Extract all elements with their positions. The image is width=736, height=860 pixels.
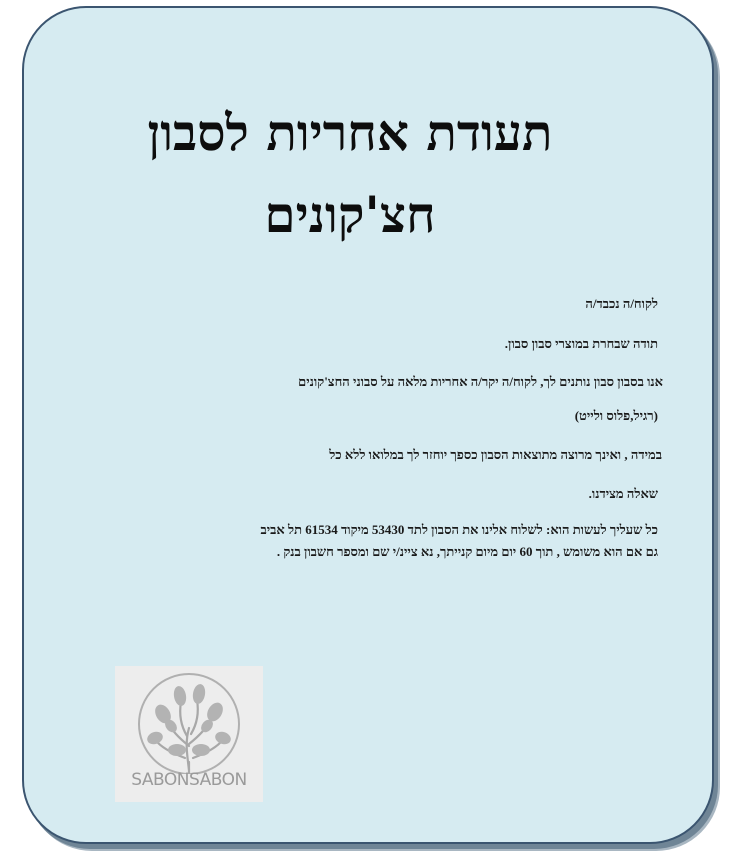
logo-wordmark: SABONSABON xyxy=(131,770,247,790)
page-title xyxy=(60,92,640,256)
thanks-line: תודה שבחרת במוצרי סבון סבון. xyxy=(504,336,658,351)
warranty-line-2: (רגיל,פלוס ולייט) xyxy=(574,408,658,423)
refund-line-1: במידה , ואינך מרוצה מתוצאות הסבון כספך יוחזר לך במלואו ללא כל xyxy=(329,447,662,462)
brand-logo xyxy=(115,666,263,802)
warranty-line-1: אנו בסבון סבון נותנים לך, לקוח/ה יקר/ה אחריות מלאה על סבוני החצ'קונים xyxy=(298,374,663,389)
title-line-2: חצ'קונים xyxy=(264,185,436,244)
sprouts-circle-logo-icon xyxy=(115,666,263,774)
instructions-line-2: גם אם הוא משומש , תוך 60 יום מיום קנייתך, נא ציינ/י שם ומספר חשבון בנק . xyxy=(276,544,658,559)
greeting: לקוח/ה נכבד/ה xyxy=(585,296,658,311)
refund-line-2: שאלה מצידנו. xyxy=(588,486,658,501)
instructions-line-1: כל שעליך לעשות הוא: לשלוח אלינו את הסבון לתד 53430 מיקוד 61534 תל אביב xyxy=(260,522,658,537)
title-line-1: תעודת אחריות לסבון xyxy=(147,103,553,162)
